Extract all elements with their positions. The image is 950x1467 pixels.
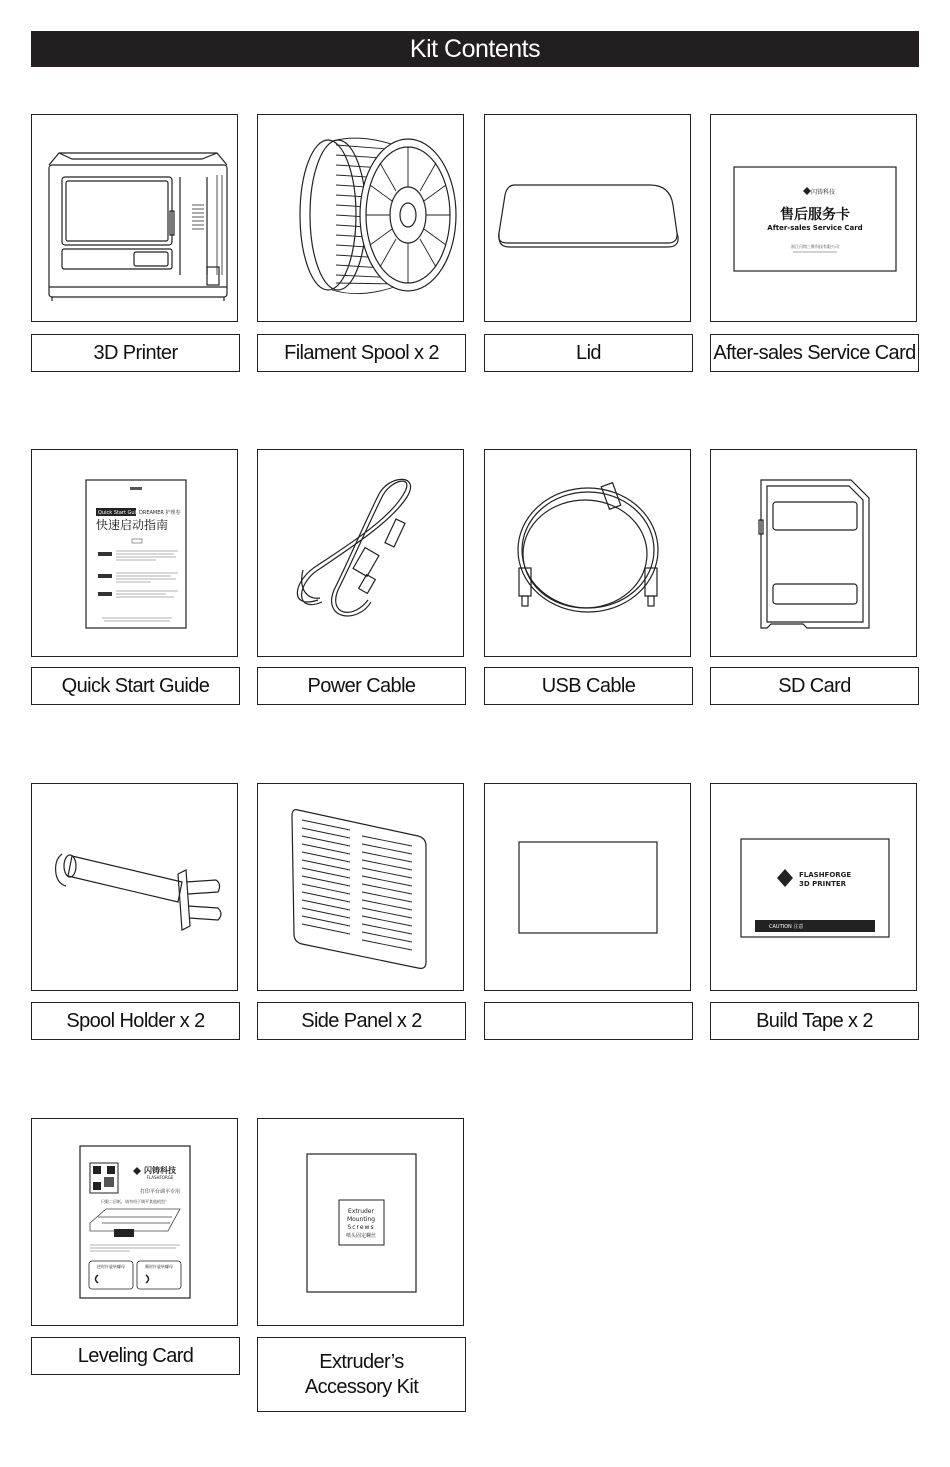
leveling-brand-cn: 闪铸科技 xyxy=(144,1166,176,1175)
guide-model: DREAMER 护理卷 xyxy=(139,510,181,516)
leveling-line2: 只限二层纸，请勿用于调平其他机型！ xyxy=(101,1199,169,1204)
blank-item-image xyxy=(484,783,691,991)
extruder-line1: Extruder xyxy=(348,1208,374,1215)
filament-spool-image xyxy=(257,114,464,322)
leveling-line1: 打印平台调平专用 xyxy=(139,1189,181,1195)
lid-image xyxy=(484,114,691,322)
service-card-title-cn: 售后服务卡 xyxy=(780,207,850,223)
item-label: Side Panel x 2 xyxy=(257,1002,466,1040)
service-card-title-en: After-sales Service Card xyxy=(767,224,863,232)
item-label: Lid xyxy=(484,334,693,372)
item-label: Leveling Card xyxy=(31,1337,240,1375)
item-label: Filament Spool x 2 xyxy=(257,334,466,372)
quick-start-guide-image xyxy=(31,449,238,657)
build-tape-brand: FLASHFORGE xyxy=(799,871,852,879)
printer-image xyxy=(31,114,238,322)
leveling-card-image xyxy=(31,1118,238,1326)
build-tape-subtitle: 3D PRINTER xyxy=(799,880,847,888)
item-label xyxy=(484,1002,693,1040)
after-sales-card-image xyxy=(710,114,917,322)
guide-tag: Quick Start Guide xyxy=(98,510,143,516)
service-card-brand: 闪铸科技 xyxy=(810,189,836,196)
sd-card-image xyxy=(710,449,917,657)
usb-cable-image xyxy=(484,449,691,657)
extruder-line2: Mounting xyxy=(346,1216,376,1223)
item-label: Quick Start Guide xyxy=(31,667,240,705)
item-label: Build Tape x 2 xyxy=(710,1002,919,1040)
build-tape-caution: CAUTION 注意 xyxy=(769,924,804,930)
extruder-kit-image xyxy=(257,1118,464,1326)
spool-holder-image xyxy=(31,783,238,991)
item-label: 3D Printer xyxy=(31,334,240,372)
item-label xyxy=(257,1337,466,1412)
item-label: Spool Holder x 2 xyxy=(31,1002,240,1040)
service-card-company: 浙江闪铸三维科技有限公司 xyxy=(791,244,839,249)
power-cable-image xyxy=(257,449,464,657)
leveling-brand-en: FLASHFORGE xyxy=(146,1175,174,1180)
item-label: Power Cable xyxy=(257,667,466,705)
extruder-line3: Screws xyxy=(347,1224,375,1231)
page-title: Kit Contents xyxy=(31,31,919,67)
item-label: SD Card xyxy=(710,667,919,705)
leveling-btn-left: 逆时针旋转螺母 xyxy=(97,1264,125,1269)
build-tape-image xyxy=(710,783,917,991)
guide-title-cn: 快速启动指南 xyxy=(96,518,169,532)
side-panel-image xyxy=(257,783,464,991)
extruder-line4: 喷头固定螺丝 xyxy=(345,1233,377,1239)
item-label-line1: Extruder’s xyxy=(319,1350,404,1373)
item-label-line2: Accessory Kit xyxy=(304,1375,419,1398)
item-label: After-sales Service Card xyxy=(710,334,919,372)
leveling-btn-right: 顺时针旋转螺母 xyxy=(145,1264,173,1269)
item-label: USB Cable xyxy=(484,667,693,705)
